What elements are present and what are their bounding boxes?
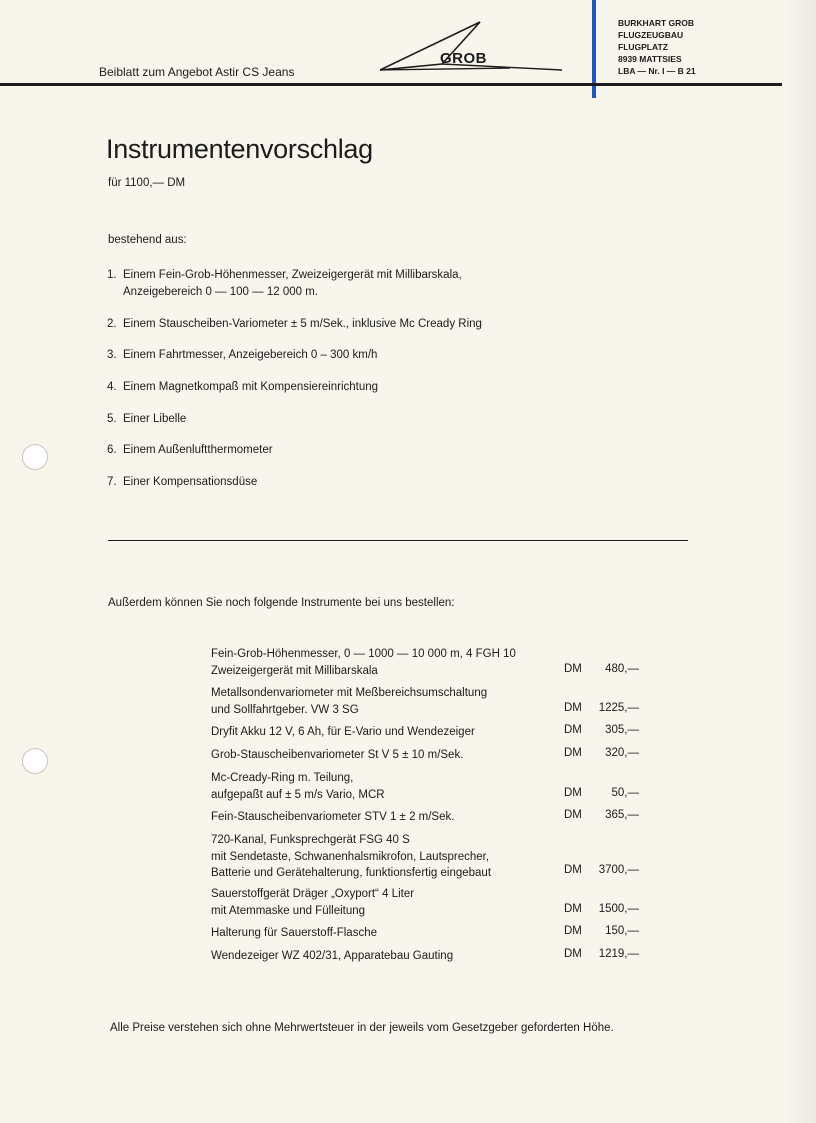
offer-currency: DM	[564, 864, 582, 876]
order-intro: Außerdem können Sie noch folgende Instrumente bei uns bestellen:	[108, 597, 455, 609]
item-text: Einem Fein-Grob-Höhenmesser, Zweizeigergerät mit Millibarskala,	[123, 269, 462, 281]
offer-line: Wendezeiger WZ 402/31, Apparatebau Gauting	[211, 950, 454, 962]
offer-price: 150,—	[605, 925, 639, 937]
offer-line: Mc-Cready-Ring m. Teilung,	[211, 772, 354, 784]
item-text: Anzeigebereich 0 — 100 — 12 000 m.	[123, 286, 318, 298]
offer-description	[211, 770, 385, 803]
section-divider	[108, 540, 688, 541]
punch-hole	[22, 748, 48, 774]
item-text: Einem Magnetkompaß mit Kompensiereinrichtung	[123, 381, 379, 393]
page-edge-shade	[786, 0, 816, 1123]
package-price: für 1100,— DM	[108, 177, 186, 189]
address-line: LBA — Nr. I — B 21	[618, 66, 696, 76]
item-number: 7.	[107, 476, 117, 488]
item-text: Einer Libelle	[123, 413, 187, 425]
vat-note: Alle Preise verstehen sich ohne Mehrwertsteuer in der jeweils vom Gesetzgeber geforderten Höhe.	[110, 1022, 614, 1034]
company-address	[618, 17, 696, 77]
punch-hole	[22, 444, 48, 470]
item-number: 6.	[107, 444, 117, 456]
offer-price: 365,—	[605, 809, 639, 821]
offer-price: 305,—	[605, 724, 639, 736]
page-title: Instrumentenvorschlag	[106, 134, 373, 164]
item-number: 5.	[107, 413, 117, 425]
offer-currency: DM	[564, 724, 582, 736]
item-text: Einer Kompensationsdüse	[123, 476, 258, 488]
offer-description	[211, 832, 491, 882]
offer-price: 1500,—	[598, 903, 639, 915]
offer-currency: DM	[564, 903, 582, 915]
offer-line: Zweizeigergerät mit Millibarskala	[211, 664, 378, 677]
list-intro: bestehend aus:	[108, 234, 187, 246]
list-item	[107, 379, 378, 396]
item-number: 3.	[107, 349, 117, 361]
offer-description	[211, 809, 454, 826]
offer-line: Fein-Stauscheibenvariometer STV 1 ± 2 m/Sek.	[211, 811, 455, 823]
offer-line: mit Atemmaske und Fülleitung	[211, 904, 366, 917]
offer-price: 3700,—	[598, 864, 639, 876]
offer-line: Grob-Stauscheibenvariometer St V 5 ± 10 m/Sek.	[211, 749, 464, 761]
list-item	[107, 411, 186, 428]
offer-line: und Sollfahrtgeber. VW 3 SG	[211, 703, 359, 716]
offer-price: 480,—	[605, 663, 639, 675]
offer-description	[211, 886, 414, 919]
list-item	[107, 442, 273, 459]
offer-description	[211, 646, 516, 679]
offer-description	[211, 948, 453, 965]
offer-currency: DM	[564, 809, 582, 821]
address-line: BURKHART GROB	[618, 18, 695, 28]
logo-text: GROB	[440, 50, 487, 67]
item-number: 2.	[107, 318, 117, 330]
item-text: Einem Fahrtmesser, Anzeigebereich 0 – 300 km/h	[123, 349, 378, 361]
offer-description	[211, 724, 475, 741]
list-item	[107, 316, 482, 333]
list-item	[107, 474, 257, 491]
header-rule	[0, 83, 782, 86]
list-item	[107, 347, 377, 364]
offer-currency: DM	[564, 747, 582, 759]
offer-line: Dryfit Akku 12 V, 6 Ah, für E-Vario und Wendezeiger	[211, 726, 475, 738]
offer-currency: DM	[564, 787, 582, 799]
header-subtitle: Beiblatt zum Angebot Astir CS Jeans	[99, 65, 295, 79]
offer-price: 1219,—	[598, 948, 639, 960]
address-line: FLUGZEUGBAU	[618, 30, 684, 40]
offer-currency: DM	[564, 925, 582, 937]
offer-line: Fein-Grob-Höhenmesser, 0 — 1000 — 10 000 m, 4 FGH 10	[211, 648, 516, 660]
offer-line: aufgepaßt auf ± 5 m/s Vario, MCR	[211, 788, 385, 801]
list-item	[107, 267, 462, 301]
address-line: 8939 MATTSIES	[618, 54, 682, 64]
item-number: 4.	[107, 381, 117, 393]
offer-currency: DM	[564, 948, 582, 960]
offer-price: 50,—	[611, 787, 639, 799]
offer-description	[211, 925, 377, 942]
item-number: 1.	[107, 269, 117, 281]
offer-price: 320,—	[605, 747, 639, 759]
item-text: Einem Stauscheiben-Variometer ± 5 m/Sek., inklusive Mc Cready Ring	[123, 318, 482, 330]
offer-line: Batterie und Gerätehalterung, funktionsfertig eingebaut	[211, 867, 492, 879]
address-line: FLUGPLATZ	[618, 42, 668, 52]
offer-line: Halterung für Sauerstoff-Flasche	[211, 927, 377, 939]
item-text: Einem Außenluftthermometer	[123, 444, 273, 456]
offer-currency: DM	[564, 663, 582, 675]
offer-line: mit Sendetaste, Schwanenhalsmikrofon, Lautsprecher,	[211, 850, 490, 863]
offer-line: 720-Kanal, Funksprechgerät FSG 40 S	[211, 834, 410, 846]
offer-description	[211, 747, 463, 764]
offer-line: Sauerstoffgerät Dräger „Oxyport“ 4 Liter	[211, 888, 415, 900]
offer-line: Metallsondenvariometer mit Meßbereichsumschaltung	[211, 687, 488, 699]
offer-description	[211, 685, 487, 718]
offer-price: 1225,—	[598, 702, 639, 714]
offer-currency: DM	[564, 702, 582, 714]
